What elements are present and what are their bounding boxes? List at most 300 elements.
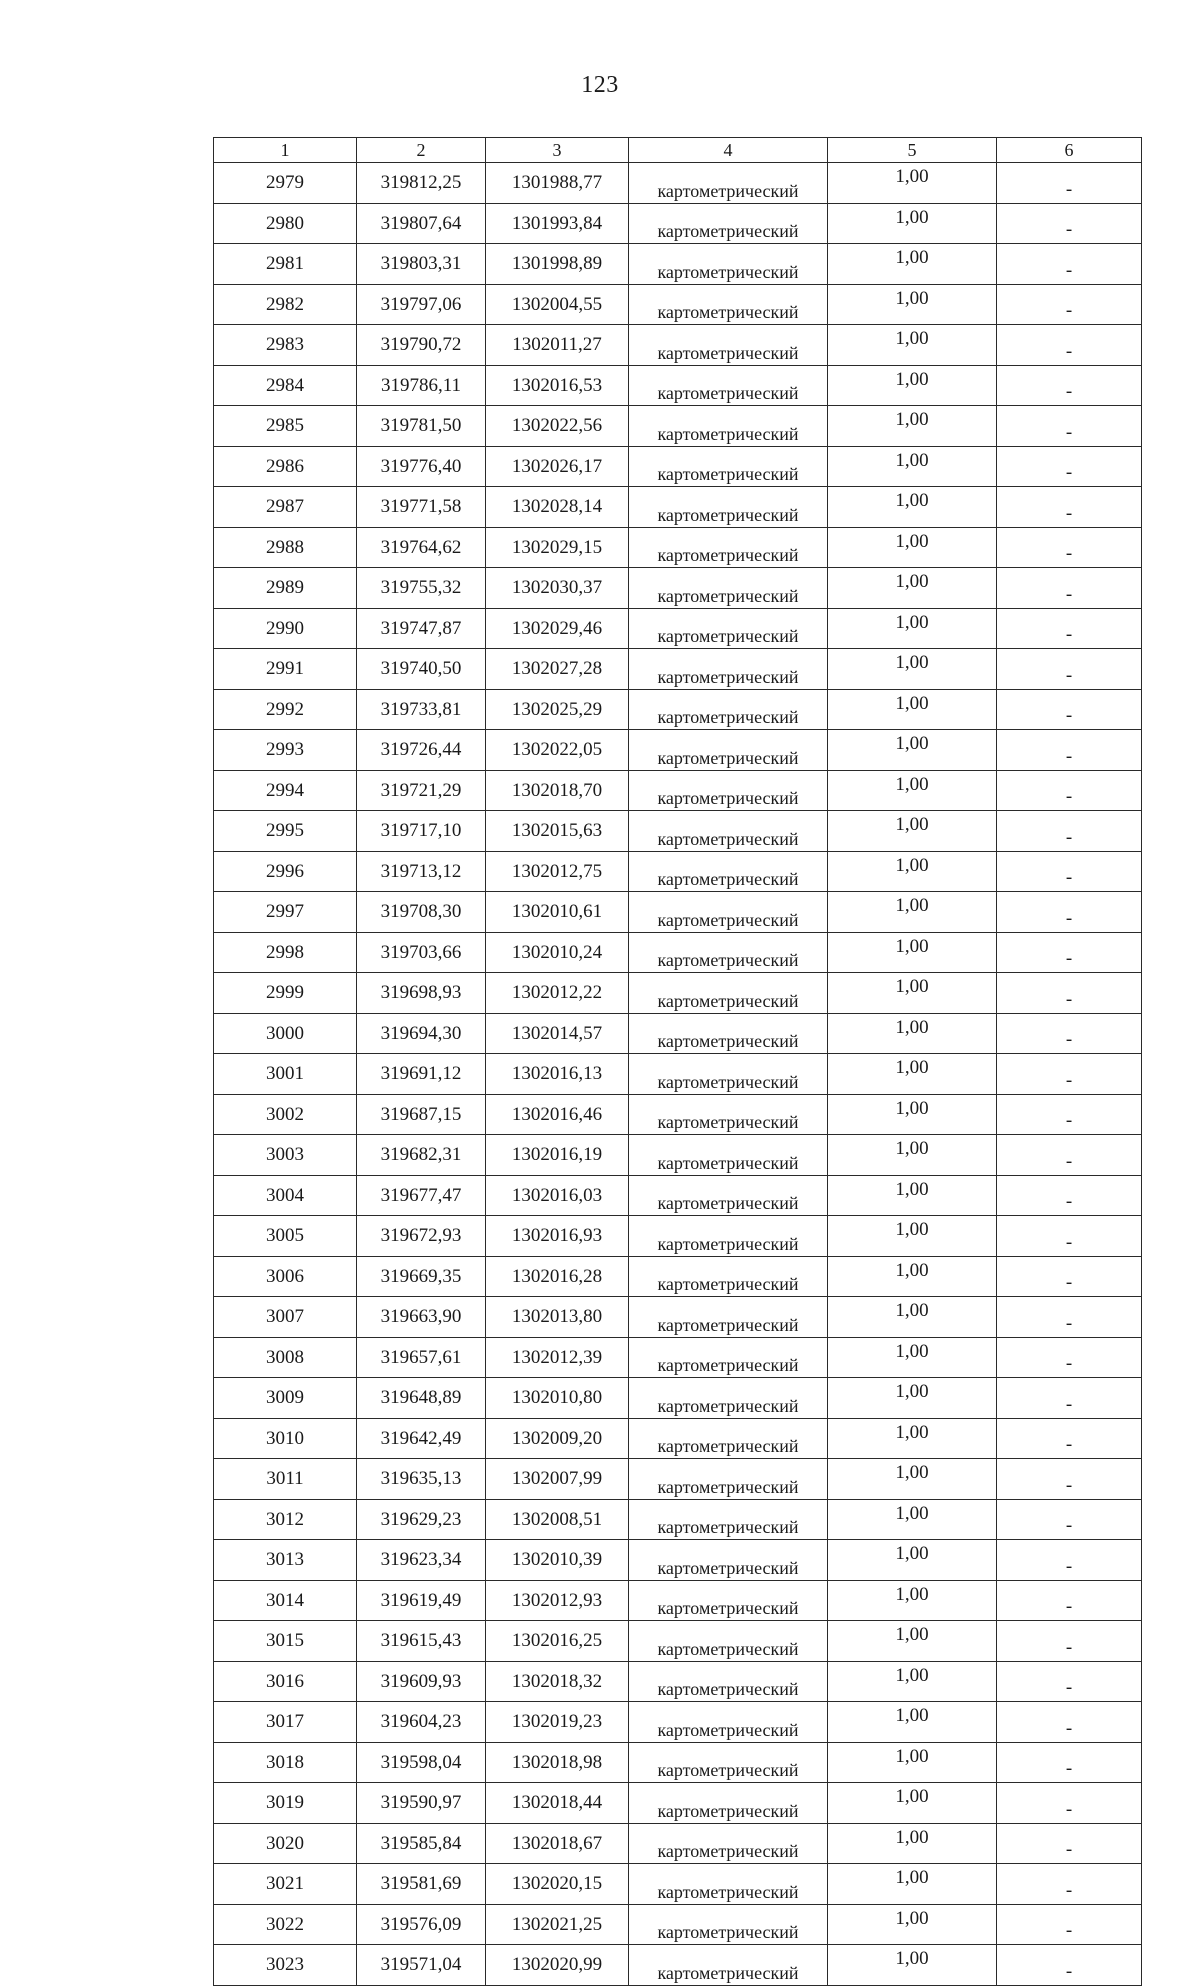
cell-method: картометрический	[629, 1742, 828, 1783]
table-header	[214, 138, 1142, 163]
cell-coordinate-x: 319635,13	[357, 1459, 486, 1500]
table-row	[214, 568, 1142, 609]
cell-point-number: 3001	[214, 1054, 357, 1095]
cell-method: картометрический	[629, 1013, 828, 1054]
cell-point-number: 3016	[214, 1661, 357, 1702]
cell-point-number: 2990	[214, 608, 357, 649]
cell-note: -	[997, 1742, 1142, 1783]
cell-method: картометрический	[629, 568, 828, 609]
table-row	[214, 163, 1142, 204]
table-row	[214, 1418, 1142, 1459]
cell-note: -	[997, 1094, 1142, 1135]
cell-method: картометрический	[629, 1054, 828, 1095]
cell-method: картометрический	[629, 1216, 828, 1257]
cell-note: -	[997, 608, 1142, 649]
cell-note: -	[997, 1945, 1142, 1986]
cell-point-number: 2995	[214, 811, 357, 852]
cell-coordinate-y: 1302015,63	[486, 811, 629, 852]
cell-method: картометрический	[629, 1459, 828, 1500]
cell-coordinate-x: 319797,06	[357, 284, 486, 325]
cell-coordinate-x: 319590,97	[357, 1783, 486, 1824]
cell-method: картометрический	[629, 730, 828, 771]
cell-accuracy: 1,00	[828, 1580, 997, 1621]
cell-point-number: 2999	[214, 973, 357, 1014]
cell-point-number: 2985	[214, 406, 357, 447]
table-row	[214, 487, 1142, 528]
cell-point-number: 2980	[214, 203, 357, 244]
cell-accuracy: 1,00	[828, 811, 997, 852]
cell-coordinate-x: 319648,89	[357, 1378, 486, 1419]
cell-method: картометрический	[629, 851, 828, 892]
table-row	[214, 649, 1142, 690]
cell-coordinate-x: 319609,93	[357, 1661, 486, 1702]
table-row	[214, 1742, 1142, 1783]
cell-note: -	[997, 1823, 1142, 1864]
cell-note: -	[997, 325, 1142, 366]
cell-accuracy: 1,00	[828, 1783, 997, 1824]
cell-coordinate-y: 1302014,57	[486, 1013, 629, 1054]
cell-note: -	[997, 1378, 1142, 1419]
column-header-5: 5	[828, 138, 997, 163]
table-row	[214, 527, 1142, 568]
cell-accuracy: 1,00	[828, 1904, 997, 1945]
cell-point-number: 3022	[214, 1904, 357, 1945]
cell-method: картометрический	[629, 1904, 828, 1945]
cell-coordinate-y: 1302022,05	[486, 730, 629, 771]
cell-method: картометрический	[629, 446, 828, 487]
cell-coordinate-x: 319682,31	[357, 1135, 486, 1176]
cell-note: -	[997, 1337, 1142, 1378]
cell-method: картометрический	[629, 1378, 828, 1419]
cell-note: -	[997, 892, 1142, 933]
cell-coordinate-y: 1302029,46	[486, 608, 629, 649]
cell-method: картометрический	[629, 1297, 828, 1338]
cell-point-number: 3007	[214, 1297, 357, 1338]
table-row	[214, 811, 1142, 852]
cell-method: картометрический	[629, 1418, 828, 1459]
cell-coordinate-y: 1302018,98	[486, 1742, 629, 1783]
cell-point-number: 3009	[214, 1378, 357, 1419]
cell-coordinate-x: 319657,61	[357, 1337, 486, 1378]
cell-method: картометрический	[629, 244, 828, 285]
column-header-3: 3	[486, 138, 629, 163]
table-row	[214, 203, 1142, 244]
cell-note: -	[997, 851, 1142, 892]
cell-method: картометрический	[629, 811, 828, 852]
cell-method: картометрический	[629, 1783, 828, 1824]
cell-method: картометрический	[629, 1661, 828, 1702]
cell-coordinate-x: 319771,58	[357, 487, 486, 528]
cell-point-number: 2998	[214, 932, 357, 973]
column-header-1: 1	[214, 138, 357, 163]
cell-coordinate-x: 319576,09	[357, 1904, 486, 1945]
coordinates-table	[213, 137, 1142, 1986]
cell-method: картометрический	[629, 203, 828, 244]
cell-point-number: 3011	[214, 1459, 357, 1500]
cell-point-number: 2982	[214, 284, 357, 325]
cell-note: -	[997, 1661, 1142, 1702]
cell-coordinate-x: 319733,81	[357, 689, 486, 730]
table-row	[214, 284, 1142, 325]
cell-point-number: 3018	[214, 1742, 357, 1783]
cell-accuracy: 1,00	[828, 1094, 997, 1135]
cell-coordinate-y: 1302013,80	[486, 1297, 629, 1338]
cell-note: -	[997, 284, 1142, 325]
cell-coordinate-x: 319571,04	[357, 1945, 486, 1986]
cell-coordinate-x: 319669,35	[357, 1256, 486, 1297]
cell-accuracy: 1,00	[828, 851, 997, 892]
cell-accuracy: 1,00	[828, 1702, 997, 1743]
cell-accuracy: 1,00	[828, 1013, 997, 1054]
cell-coordinate-x: 319764,62	[357, 527, 486, 568]
cell-note: -	[997, 932, 1142, 973]
cell-coordinate-y: 1302010,80	[486, 1378, 629, 1419]
cell-method: картометрический	[629, 1621, 828, 1662]
cell-point-number: 3023	[214, 1945, 357, 1986]
cell-method: картометрический	[629, 649, 828, 690]
cell-note: -	[997, 1297, 1142, 1338]
table-row	[214, 1013, 1142, 1054]
table-row	[214, 892, 1142, 933]
cell-method: картометрический	[629, 608, 828, 649]
cell-coordinate-x: 319708,30	[357, 892, 486, 933]
table-row	[214, 689, 1142, 730]
table-row	[214, 1702, 1142, 1743]
cell-accuracy: 1,00	[828, 689, 997, 730]
cell-accuracy: 1,00	[828, 770, 997, 811]
cell-point-number: 2983	[214, 325, 357, 366]
cell-point-number: 3015	[214, 1621, 357, 1662]
cell-note: -	[997, 1783, 1142, 1824]
cell-coordinate-y: 1301993,84	[486, 203, 629, 244]
cell-method: картометрический	[629, 1175, 828, 1216]
cell-coordinate-x: 319717,10	[357, 811, 486, 852]
cell-coordinate-y: 1301998,89	[486, 244, 629, 285]
cell-note: -	[997, 1540, 1142, 1581]
cell-coordinate-y: 1302004,55	[486, 284, 629, 325]
cell-coordinate-y: 1302018,32	[486, 1661, 629, 1702]
cell-coordinate-x: 319703,66	[357, 932, 486, 973]
cell-method: картометрический	[629, 406, 828, 447]
cell-coordinate-x: 319615,43	[357, 1621, 486, 1662]
cell-note: -	[997, 1702, 1142, 1743]
cell-coordinate-x: 319691,12	[357, 1054, 486, 1095]
table-row	[214, 1175, 1142, 1216]
cell-note: -	[997, 1904, 1142, 1945]
cell-coordinate-y: 1302012,39	[486, 1337, 629, 1378]
cell-accuracy: 1,00	[828, 608, 997, 649]
cell-coordinate-y: 1302007,99	[486, 1459, 629, 1500]
cell-accuracy: 1,00	[828, 1297, 997, 1338]
cell-coordinate-y: 1302030,37	[486, 568, 629, 609]
cell-coordinate-y: 1302018,44	[486, 1783, 629, 1824]
cell-coordinate-x: 319604,23	[357, 1702, 486, 1743]
table-row	[214, 1904, 1142, 1945]
table-row	[214, 1256, 1142, 1297]
cell-point-number: 3000	[214, 1013, 357, 1054]
cell-accuracy: 1,00	[828, 1054, 997, 1095]
cell-point-number: 2994	[214, 770, 357, 811]
table-row	[214, 1783, 1142, 1824]
cell-method: картометрический	[629, 1135, 828, 1176]
cell-coordinate-x: 319721,29	[357, 770, 486, 811]
cell-point-number: 2997	[214, 892, 357, 933]
cell-note: -	[997, 649, 1142, 690]
cell-point-number: 2993	[214, 730, 357, 771]
cell-point-number: 2984	[214, 365, 357, 406]
table-row	[214, 1054, 1142, 1095]
cell-point-number: 3012	[214, 1499, 357, 1540]
cell-point-number: 3005	[214, 1216, 357, 1257]
cell-coordinate-y: 1302029,15	[486, 527, 629, 568]
cell-note: -	[997, 730, 1142, 771]
cell-method: картометрический	[629, 1540, 828, 1581]
cell-coordinate-x: 319585,84	[357, 1823, 486, 1864]
cell-accuracy: 1,00	[828, 365, 997, 406]
cell-coordinate-y: 1302009,20	[486, 1418, 629, 1459]
cell-coordinate-x: 319740,50	[357, 649, 486, 690]
cell-coordinate-x: 319619,49	[357, 1580, 486, 1621]
cell-point-number: 3019	[214, 1783, 357, 1824]
cell-coordinate-x: 319698,93	[357, 973, 486, 1014]
cell-method: картометрический	[629, 527, 828, 568]
cell-method: картометрический	[629, 325, 828, 366]
table-row	[214, 1580, 1142, 1621]
cell-point-number: 2987	[214, 487, 357, 528]
cell-note: -	[997, 163, 1142, 204]
cell-accuracy: 1,00	[828, 1175, 997, 1216]
cell-point-number: 2989	[214, 568, 357, 609]
cell-coordinate-x: 319677,47	[357, 1175, 486, 1216]
cell-coordinate-y: 1302027,28	[486, 649, 629, 690]
table-row	[214, 730, 1142, 771]
cell-coordinate-y: 1302028,14	[486, 487, 629, 528]
cell-note: -	[997, 406, 1142, 447]
cell-note: -	[997, 1459, 1142, 1500]
cell-coordinate-x: 319726,44	[357, 730, 486, 771]
cell-point-number: 3021	[214, 1864, 357, 1905]
cell-coordinate-y: 1302010,39	[486, 1540, 629, 1581]
cell-accuracy: 1,00	[828, 1418, 997, 1459]
cell-method: картометрический	[629, 1337, 828, 1378]
cell-coordinate-y: 1302012,22	[486, 973, 629, 1014]
cell-method: картометрический	[629, 973, 828, 1014]
cell-coordinate-y: 1302019,23	[486, 1702, 629, 1743]
cell-accuracy: 1,00	[828, 325, 997, 366]
cell-coordinate-x: 319812,25	[357, 163, 486, 204]
table-row	[214, 1621, 1142, 1662]
cell-coordinate-x: 319663,90	[357, 1297, 486, 1338]
table-row	[214, 1135, 1142, 1176]
cell-accuracy: 1,00	[828, 284, 997, 325]
cell-point-number: 3003	[214, 1135, 357, 1176]
cell-coordinate-y: 1302016,25	[486, 1621, 629, 1662]
cell-accuracy: 1,00	[828, 1135, 997, 1176]
cell-coordinate-y: 1302018,67	[486, 1823, 629, 1864]
cell-accuracy: 1,00	[828, 649, 997, 690]
cell-accuracy: 1,00	[828, 1256, 997, 1297]
cell-note: -	[997, 365, 1142, 406]
cell-accuracy: 1,00	[828, 892, 997, 933]
cell-method: картометрический	[629, 1094, 828, 1135]
cell-point-number: 3014	[214, 1580, 357, 1621]
cell-note: -	[997, 1054, 1142, 1095]
table-row	[214, 851, 1142, 892]
cell-method: картометрический	[629, 1256, 828, 1297]
table-row	[214, 1864, 1142, 1905]
cell-point-number: 3010	[214, 1418, 357, 1459]
table-row	[214, 932, 1142, 973]
cell-coordinate-y: 1302016,13	[486, 1054, 629, 1095]
cell-coordinate-x: 319581,69	[357, 1864, 486, 1905]
cell-method: картометрический	[629, 932, 828, 973]
cell-coordinate-x: 319747,87	[357, 608, 486, 649]
cell-accuracy: 1,00	[828, 406, 997, 447]
cell-coordinate-y: 1302016,53	[486, 365, 629, 406]
cell-note: -	[997, 1499, 1142, 1540]
cell-accuracy: 1,00	[828, 568, 997, 609]
cell-accuracy: 1,00	[828, 730, 997, 771]
cell-method: картометрический	[629, 365, 828, 406]
cell-coordinate-x: 319803,31	[357, 244, 486, 285]
cell-point-number: 2991	[214, 649, 357, 690]
cell-note: -	[997, 446, 1142, 487]
cell-note: -	[997, 973, 1142, 1014]
table-row	[214, 1378, 1142, 1419]
cell-accuracy: 1,00	[828, 163, 997, 204]
cell-note: -	[997, 1013, 1142, 1054]
cell-note: -	[997, 1864, 1142, 1905]
table-row	[214, 1297, 1142, 1338]
cell-accuracy: 1,00	[828, 1742, 997, 1783]
cell-note: -	[997, 1580, 1142, 1621]
cell-coordinate-y: 1302010,24	[486, 932, 629, 973]
cell-coordinate-x: 319781,50	[357, 406, 486, 447]
column-header-2: 2	[357, 138, 486, 163]
cell-accuracy: 1,00	[828, 1621, 997, 1662]
cell-accuracy: 1,00	[828, 1661, 997, 1702]
table-row	[214, 1661, 1142, 1702]
cell-note: -	[997, 203, 1142, 244]
cell-point-number: 2988	[214, 527, 357, 568]
cell-note: -	[997, 689, 1142, 730]
cell-coordinate-y: 1302010,61	[486, 892, 629, 933]
cell-coordinate-x: 319786,11	[357, 365, 486, 406]
cell-note: -	[997, 1135, 1142, 1176]
table-row	[214, 406, 1142, 447]
table-row	[214, 1216, 1142, 1257]
cell-accuracy: 1,00	[828, 1864, 997, 1905]
cell-coordinate-x: 319623,34	[357, 1540, 486, 1581]
cell-accuracy: 1,00	[828, 1337, 997, 1378]
cell-coordinate-x: 319672,93	[357, 1216, 486, 1257]
cell-method: картометрический	[629, 1580, 828, 1621]
table-row	[214, 1459, 1142, 1500]
cell-coordinate-y: 1302008,51	[486, 1499, 629, 1540]
cell-point-number: 2996	[214, 851, 357, 892]
coordinates-table-container	[213, 137, 1141, 1986]
cell-point-number: 3004	[214, 1175, 357, 1216]
cell-coordinate-x: 319713,12	[357, 851, 486, 892]
cell-point-number: 3008	[214, 1337, 357, 1378]
cell-accuracy: 1,00	[828, 1823, 997, 1864]
table-row	[214, 1823, 1142, 1864]
cell-method: картометрический	[629, 1945, 828, 1986]
cell-point-number: 2979	[214, 163, 357, 204]
cell-point-number: 2992	[214, 689, 357, 730]
cell-accuracy: 1,00	[828, 1499, 997, 1540]
cell-coordinate-y: 1302016,93	[486, 1216, 629, 1257]
table-row	[214, 1945, 1142, 1986]
cell-point-number: 3002	[214, 1094, 357, 1135]
table-row	[214, 1094, 1142, 1135]
cell-coordinate-y: 1302025,29	[486, 689, 629, 730]
cell-point-number: 3017	[214, 1702, 357, 1743]
header-row	[214, 138, 1142, 163]
cell-coordinate-y: 1302016,46	[486, 1094, 629, 1135]
cell-accuracy: 1,00	[828, 446, 997, 487]
cell-note: -	[997, 244, 1142, 285]
cell-accuracy: 1,00	[828, 1216, 997, 1257]
cell-accuracy: 1,00	[828, 932, 997, 973]
cell-note: -	[997, 811, 1142, 852]
cell-point-number: 3013	[214, 1540, 357, 1581]
cell-coordinate-x: 319755,32	[357, 568, 486, 609]
cell-accuracy: 1,00	[828, 203, 997, 244]
table-row	[214, 244, 1142, 285]
cell-method: картометрический	[629, 163, 828, 204]
cell-coordinate-x: 319687,15	[357, 1094, 486, 1135]
cell-note: -	[997, 770, 1142, 811]
cell-coordinate-x: 319790,72	[357, 325, 486, 366]
cell-coordinate-x: 319807,64	[357, 203, 486, 244]
cell-accuracy: 1,00	[828, 1459, 997, 1500]
column-header-4: 4	[629, 138, 828, 163]
cell-coordinate-x: 319694,30	[357, 1013, 486, 1054]
cell-method: картометрический	[629, 284, 828, 325]
table-row	[214, 608, 1142, 649]
cell-coordinate-y: 1302012,93	[486, 1580, 629, 1621]
table-row	[214, 325, 1142, 366]
cell-note: -	[997, 527, 1142, 568]
cell-coordinate-y: 1302011,27	[486, 325, 629, 366]
cell-coordinate-y: 1302018,70	[486, 770, 629, 811]
cell-note: -	[997, 487, 1142, 528]
cell-method: картометрический	[629, 770, 828, 811]
cell-coordinate-y: 1302022,56	[486, 406, 629, 447]
cell-accuracy: 1,00	[828, 973, 997, 1014]
cell-accuracy: 1,00	[828, 1378, 997, 1419]
page-number: 123	[581, 72, 619, 98]
cell-coordinate-y: 1302026,17	[486, 446, 629, 487]
cell-note: -	[997, 1621, 1142, 1662]
cell-note: -	[997, 1175, 1142, 1216]
table-row	[214, 365, 1142, 406]
cell-coordinate-x: 319598,04	[357, 1742, 486, 1783]
cell-coordinate-y: 1302016,28	[486, 1256, 629, 1297]
cell-method: картометрический	[629, 487, 828, 528]
cell-point-number: 3020	[214, 1823, 357, 1864]
cell-note: -	[997, 568, 1142, 609]
cell-coordinate-y: 1302016,19	[486, 1135, 629, 1176]
cell-coordinate-y: 1302016,03	[486, 1175, 629, 1216]
table-row	[214, 1540, 1142, 1581]
cell-point-number: 2981	[214, 244, 357, 285]
cell-method: картометрический	[629, 892, 828, 933]
cell-method: картометрический	[629, 1499, 828, 1540]
cell-accuracy: 1,00	[828, 527, 997, 568]
cell-coordinate-y: 1302020,99	[486, 1945, 629, 1986]
